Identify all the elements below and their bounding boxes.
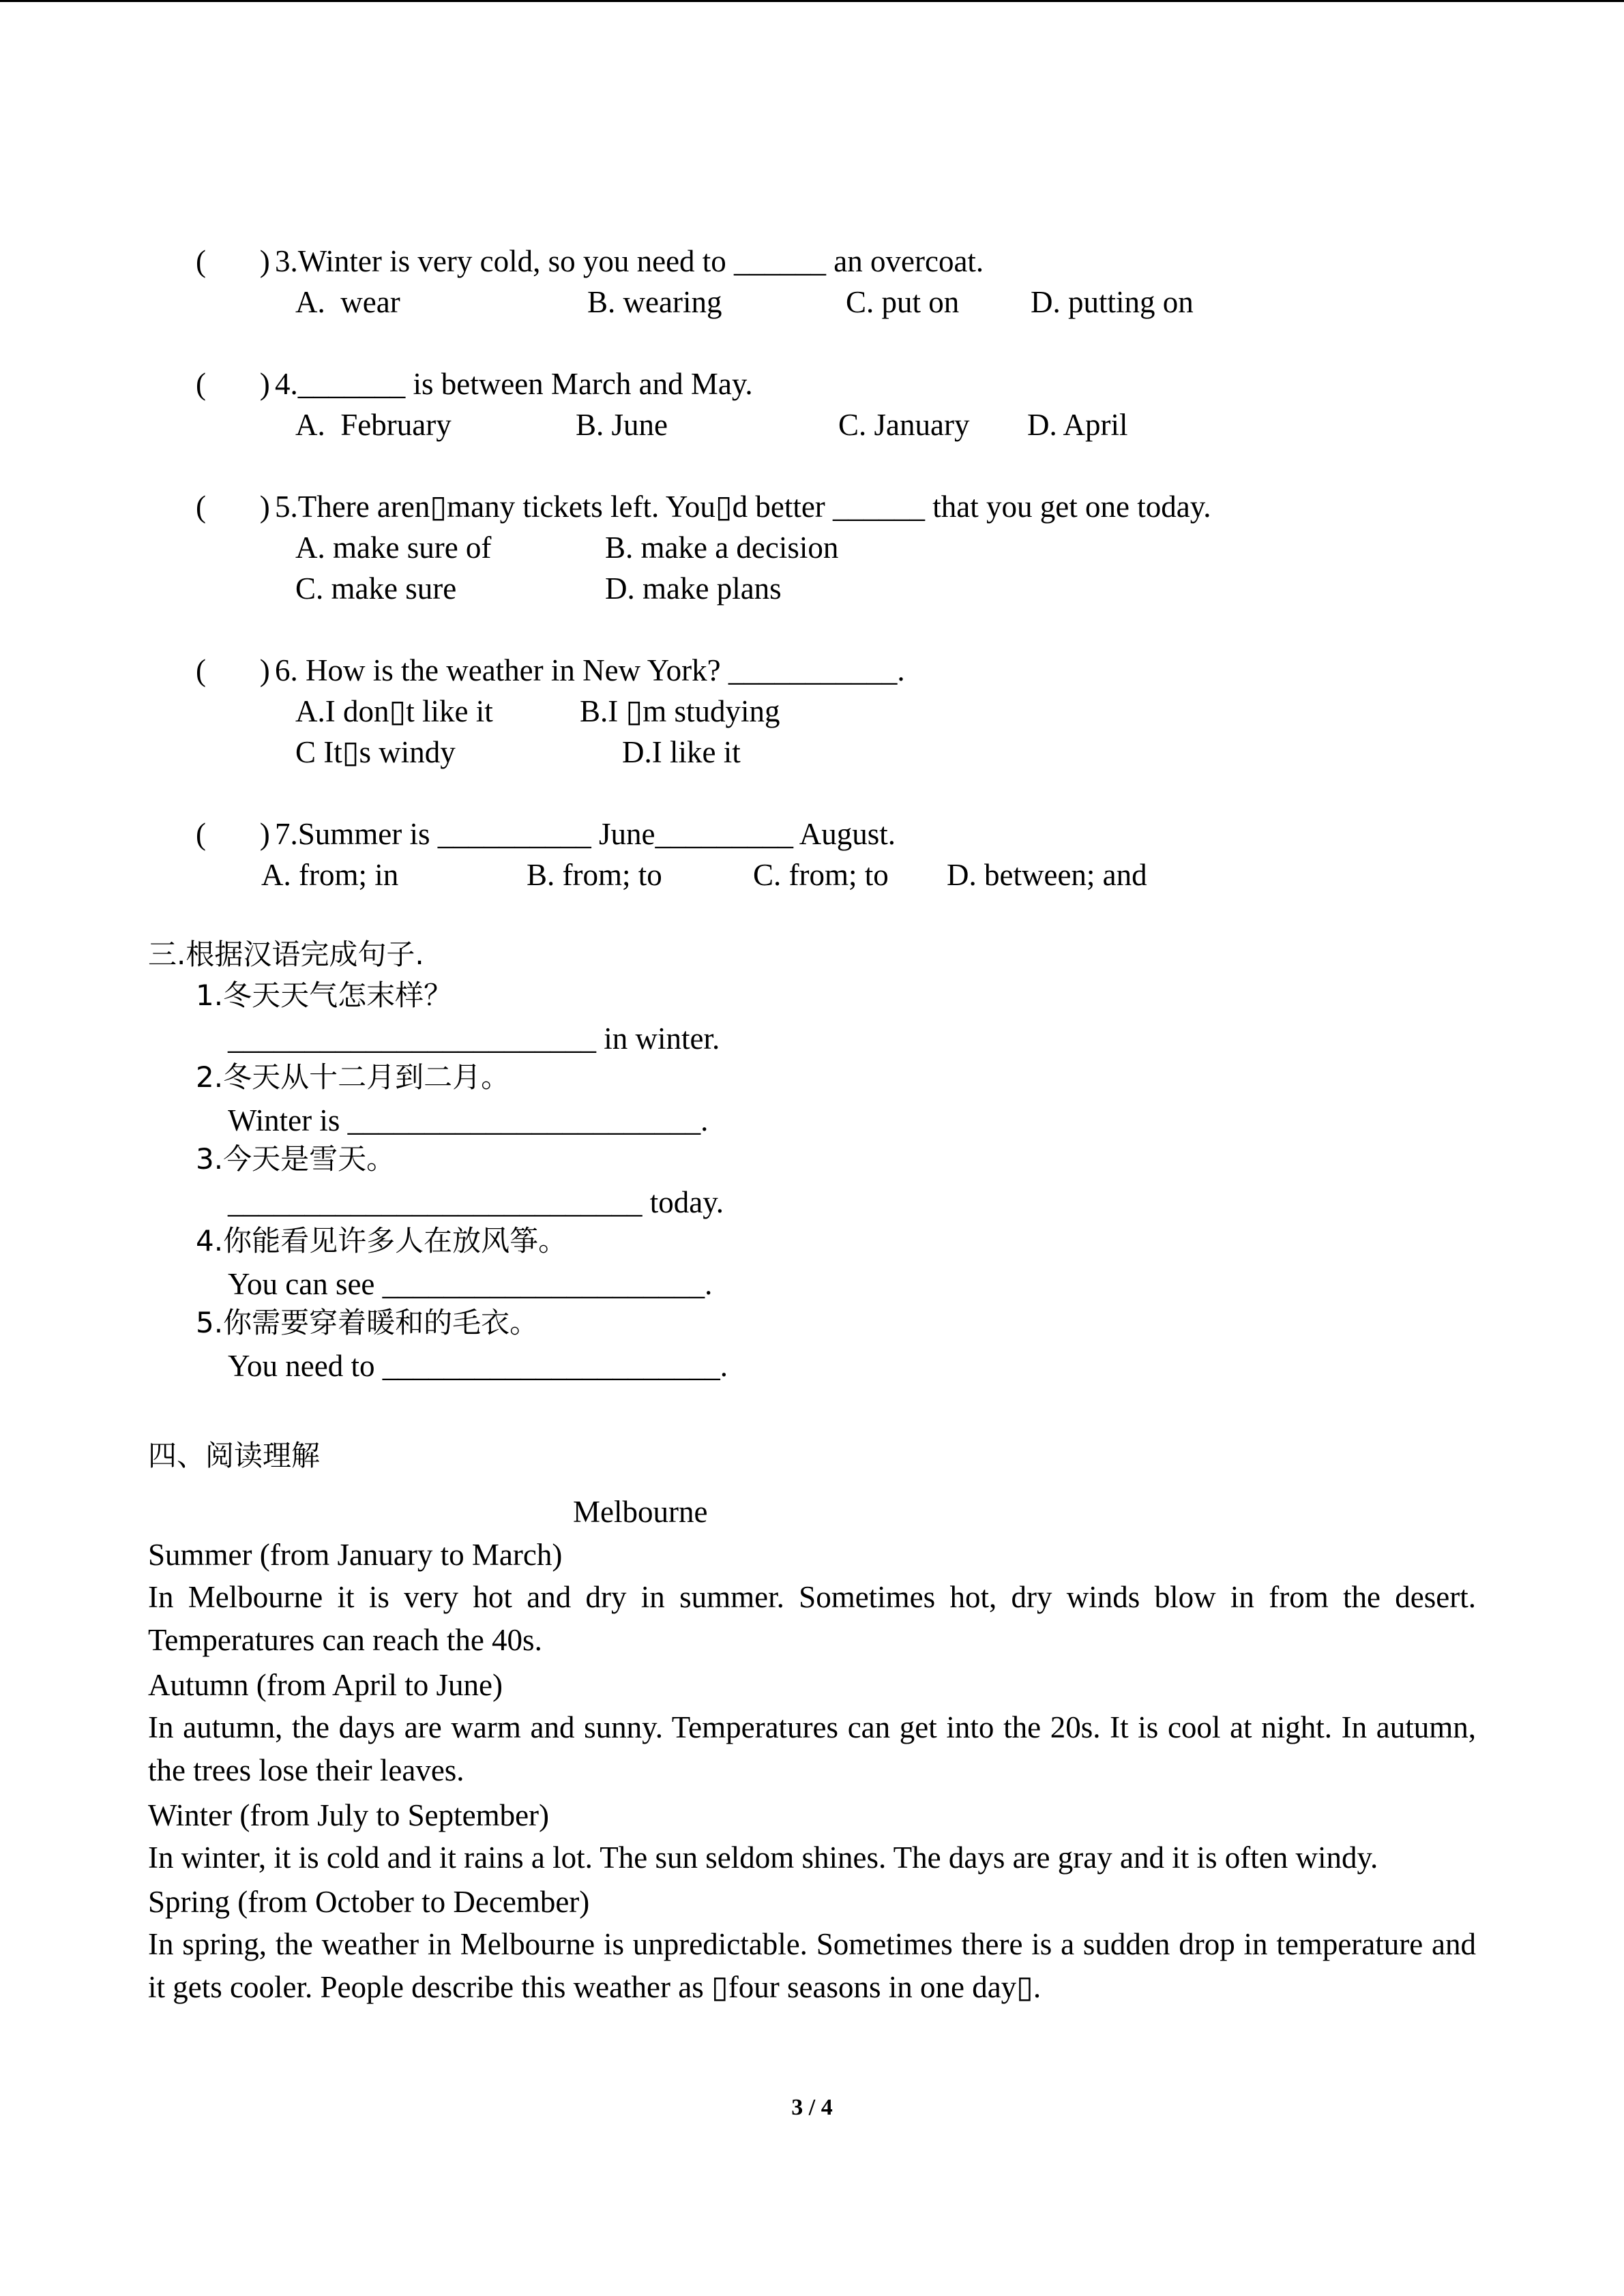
passage-title: Melbourne	[573, 1495, 708, 1529]
answer-line-4: You can see _____________________.	[228, 1267, 713, 1301]
chinese-prompt-1: 1.冬天天气怎末样？	[196, 979, 453, 1012]
question-stem: 6. How is the weather in New York? ___________.	[275, 653, 905, 687]
section-title: 三.根据汉语完成句子.	[148, 938, 424, 971]
option-d: D. putting on	[1031, 285, 1194, 319]
season-text-summer: In Melbourne it is very hot and dry in summer. Sometimes hot, dry winds blow in from the desert. Temperatures can reach the 40s.	[148, 1580, 1476, 1657]
answer-paren: ( )	[196, 244, 270, 278]
option-b: B. from; to	[527, 858, 662, 892]
season-heading-autumn: Autumn (from April to June)	[148, 1668, 503, 1702]
page-number: 3 / 4	[791, 2095, 833, 2120]
chinese-prompt-3: 3.今天是雪天。	[196, 1142, 396, 1176]
option-a: A.I don▯t like it	[295, 694, 493, 728]
season-text-winter: In winter, it is cold and it rains a lot. The sun seldom shines. The days are gray and it is often windy.	[148, 1840, 1378, 1875]
option-d: D. between; and	[947, 858, 1147, 892]
option-c: C. from; to	[753, 858, 889, 892]
season-heading-winter: Winter (from July to September)	[148, 1798, 550, 1832]
option-b: B. June	[576, 408, 668, 442]
answer-line-2: Winter is _______________________.	[228, 1103, 709, 1137]
question-stem: 7.Summer is __________ June_________ August.	[275, 817, 896, 851]
top-border-line	[0, 0, 1624, 2]
option-c: C. January	[838, 408, 970, 442]
option-b: B.I ▯m studying	[580, 694, 780, 728]
option-c: C. make sure	[295, 571, 457, 606]
option-d: D. make plans	[605, 571, 782, 606]
chinese-prompt-5: 5.你需要穿着暖和的毛衣。	[196, 1306, 539, 1339]
option-a: A. wear	[295, 285, 400, 319]
answer-paren: ( )	[196, 817, 270, 851]
section-title: 四、阅读理解	[148, 1439, 321, 1472]
option-a: A. make sure of	[295, 531, 492, 565]
option-b: B. make a decision	[605, 531, 839, 565]
option-a: A. February	[295, 408, 452, 442]
option-d: D.I like it	[622, 735, 741, 769]
option-a: A. from; in	[261, 858, 399, 892]
option-c: C. put on	[846, 285, 960, 319]
season-text-spring: In spring, the weather in Melbourne is unpredictable. Sometimes there is a sudden drop in temperature and it gets cooler. People describe this weather as ▯four seasons in one day▯.	[148, 1927, 1476, 2004]
answer-paren: ( )	[196, 490, 270, 524]
answer-paren: ( )	[196, 367, 270, 401]
answer-line-1: ________________________ in winter.	[228, 1022, 720, 1056]
question-stem: 3.Winter is very cold, so you need to ______ an overcoat.	[275, 244, 984, 278]
question-stem: 5.There aren▯many tickets left. You▯d better ______ that you get one today.	[275, 490, 1211, 524]
question-stem: 4._______ is between March and May.	[275, 367, 753, 401]
season-heading-summer: Summer (from January to March)	[148, 1538, 563, 1572]
option-b: B. wearing	[587, 285, 722, 319]
chinese-prompt-2: 2.冬天从十二月到二月。	[196, 1060, 510, 1094]
answer-line-3: ___________________________ today.	[228, 1185, 724, 1219]
season-text-autumn: In autumn, the days are warm and sunny. Temperatures can get into the 20s. It is cool at night. In autumn, the trees lose their leaves.	[148, 1710, 1476, 1787]
option-d: D. April	[1027, 408, 1128, 442]
option-c: C It▯s windy	[295, 735, 456, 769]
answer-paren: ( )	[196, 653, 270, 687]
chinese-prompt-4: 4.你能看见许多人在放风筝。	[196, 1224, 567, 1257]
season-heading-spring: Spring (from October to December)	[148, 1885, 590, 1919]
answer-line-5: You need to ______________________.	[228, 1349, 728, 1383]
